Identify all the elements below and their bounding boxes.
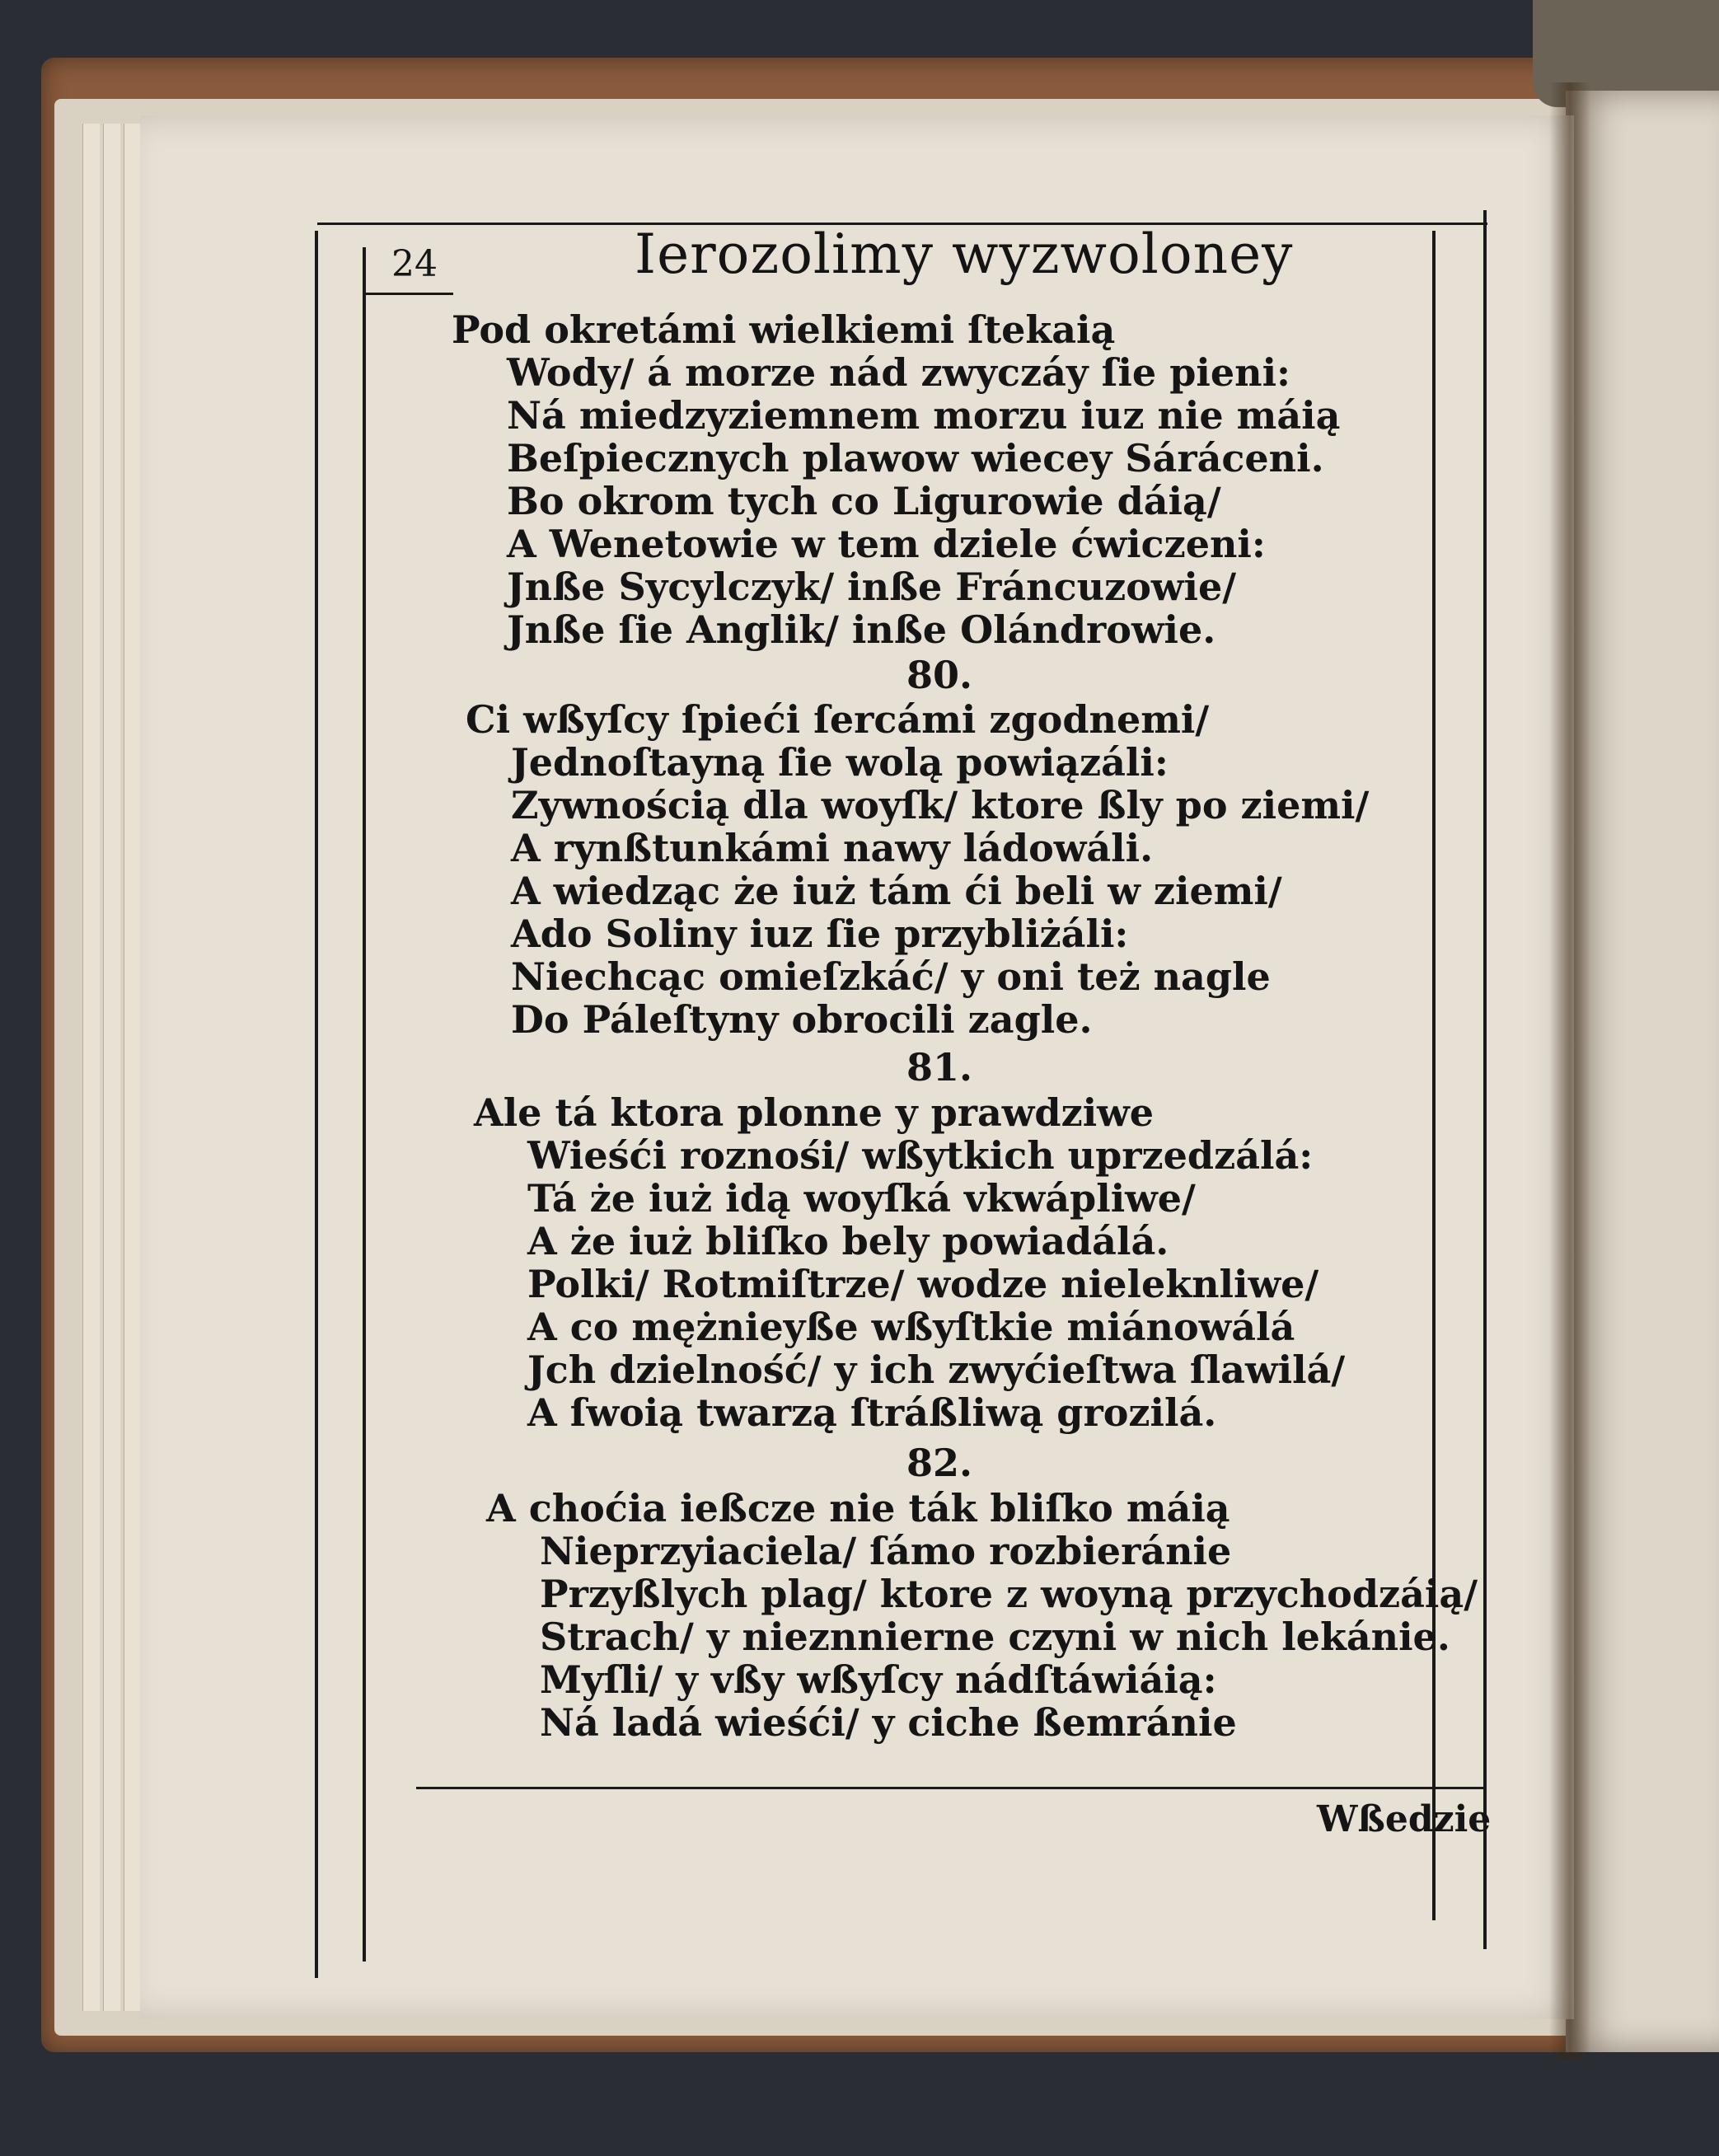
verse-line: A ſwoią twarzą ſtráßliwą grozilá. [527,1390,1217,1435]
border-rule-left-outer [315,231,318,1978]
page-edge [82,124,100,2011]
page-number: 24 [391,243,438,285]
verse-line: Bo okrom tych co Ligurowie dáią/ [507,479,1221,523]
footer-rule [416,1787,1483,1789]
verse-line: A że iuż bliſko bely powiadálá. [527,1219,1169,1263]
border-rule-left-inner [363,247,366,1961]
running-title: Ierozolimy wyzwoloney [635,223,1294,286]
verse-line: A choćia ießcze nie ták bliſko máią [486,1486,1230,1530]
verse-line: Strach/ y nieznnierne czyni w nich lekánie. [540,1615,1450,1659]
verse-line: Ná miedzyziemnem morzu iuz nie máią [507,393,1341,438]
verse-line: Ci wßyſcy ſpieći ſercámi zgodnemi/ [466,697,1210,742]
verse-line: A co mężnieyße wßyſtkie miánowálá [527,1305,1295,1349]
page-edge [103,124,120,2011]
verse-line: A wiedząc że iuż tám ći beli w ziemi/ [511,869,1282,913]
verse-line: Tá że iuż idą woyſká vkwápliwe/ [527,1176,1196,1221]
verse-line: Jnße Sycylczyk/ inße Fráncuzowie/ [507,565,1237,609]
verse-line: Do Páleſtyny obrocili zagle. [511,997,1093,1042]
verse-line: Myſli/ y vßy wßyſcy nádſtáwiáią: [540,1657,1217,1702]
verse-line: Jch dzielność/ y ich zwyćieſtwa ſlawilá/ [527,1348,1346,1392]
border-rule-right-inner [1432,231,1436,1920]
page-edge [124,124,141,2011]
stanza-number: 80. [906,653,973,697]
verse-line: Niechcąc omieſzkáć/ y oni też nagle [511,954,1271,999]
verse-line: Pod okretámi wielkiemi ſtekaią [452,307,1116,352]
border-rule-right-outer [1483,210,1487,1949]
verse-line: Wieśći roznośi/ wßytkich uprzedzálá: [527,1133,1314,1178]
verse-line: Ado Soliny iuz ſie przybliżáli: [511,912,1129,956]
verse-line: Ná ladá wieśći/ y ciche ßemránie [540,1700,1237,1745]
verse-line: A Wenetowie w tem dziele ćwiczeni: [507,522,1266,566]
verse-line: Jednoſtayną ſie wolą powiązáli: [511,740,1169,785]
verse-line: Zywnością dla woyſk/ ktore ßly po ziemi/ [511,783,1370,827]
header-rule [363,293,453,295]
verse-line: Nieprzyiaciela/ ſámo rozbieránie [540,1529,1232,1573]
verse-line: Ale tá ktora plonne y prawdziwe [474,1090,1155,1135]
verse-line: Beſpiecznych plawow wiecey Sáráceni. [507,436,1324,480]
verse-line: A rynßtunkámi nawy ládowáli. [511,826,1154,870]
catchword: Wßedzie [1317,1798,1492,1840]
stanza-number: 82. [906,1441,973,1485]
verse-line: Wody/ á morze nád zwyczáy ſie pieni: [507,350,1291,395]
verse-line: Jnße ſie Anglik/ inße Olándrowie. [507,607,1216,652]
verse-line: Polki/ Rotmiſtrze/ wodze nieleknliwe/ [527,1262,1319,1306]
page-gutter [1549,82,1590,2060]
stanza-number: 81. [906,1045,973,1090]
verse-line: Przyßlych plag/ ktore z woyną przychodzáią/ [540,1572,1478,1616]
